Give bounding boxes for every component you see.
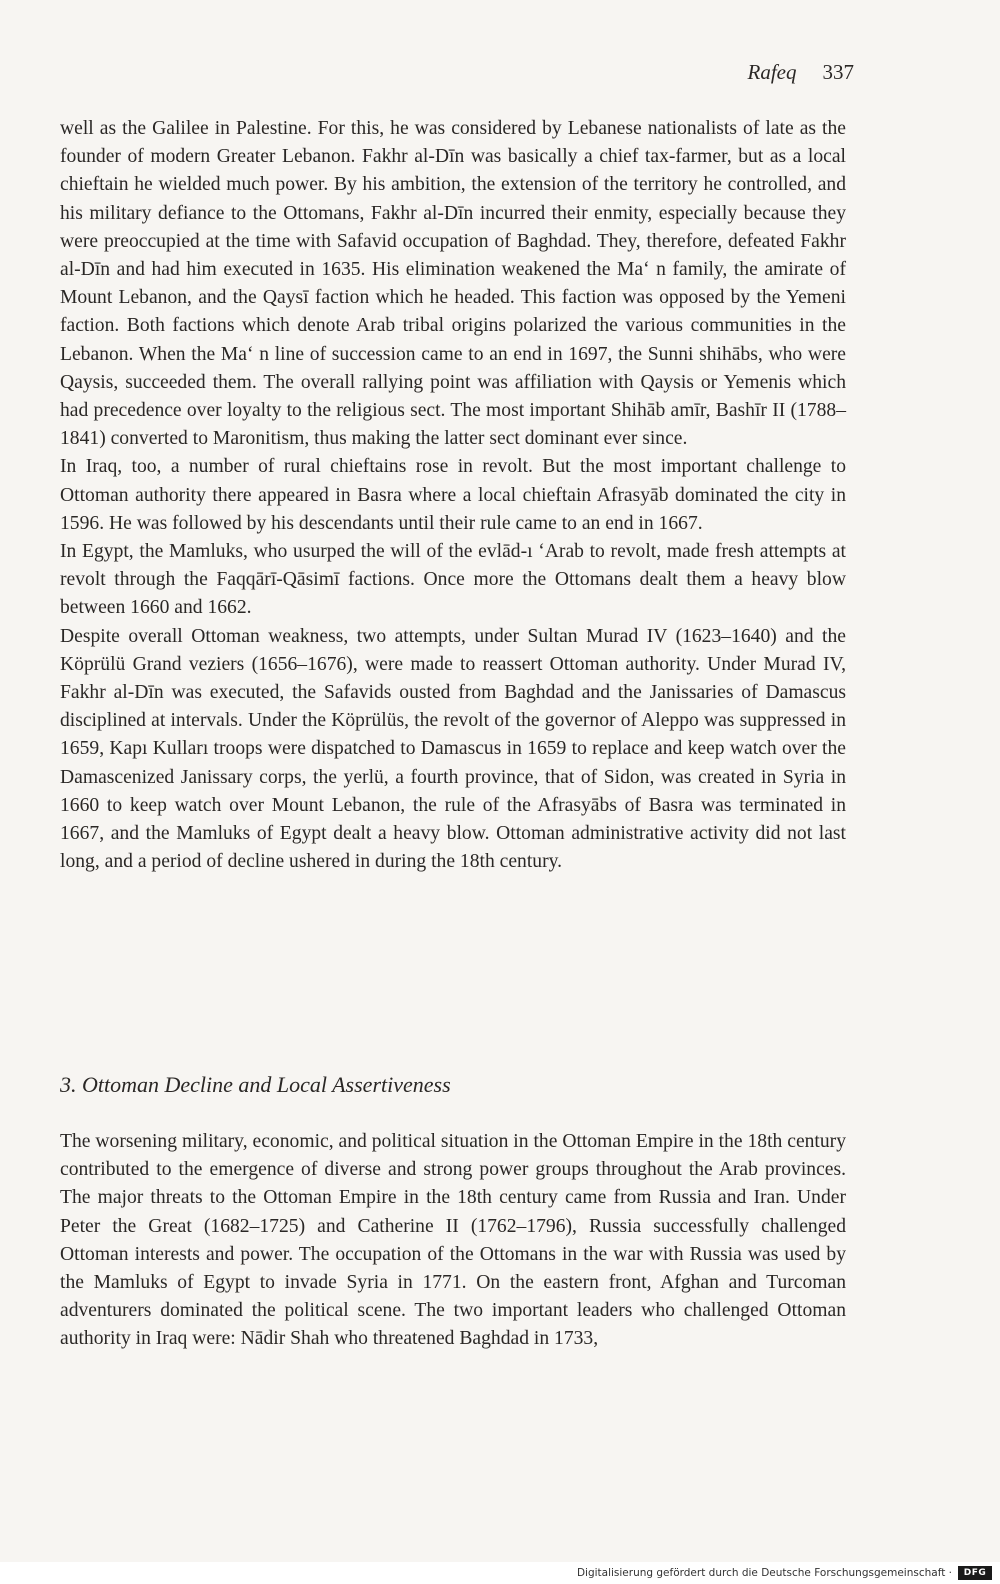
body-text-block-1 — [60, 115, 846, 876]
footer-bar — [0, 1562, 1000, 1584]
paragraph: In Iraq, too, a number of rural chieftains rose in revolt. But the most important challenge to Ottoman authority there appeared in Basra where a local chieftain Afrasyāb dominated the city in 1596. He was followed by his descendants until their rule came to an end in 1667. — [60, 456, 846, 534]
funding-note: Digitalisierung gefördert durch die Deutsche Forschungsgemeinschaft · — [576, 1567, 952, 1579]
running-head — [748, 60, 854, 85]
paragraph: The worsening military, economic, and political situation in the Ottoman Empire in the 18th century contributed to the emergence of diverse and strong power groups throughout the Arab provinces. The major threats to the Ottoman Empire in the 18th century came from Russia and Iran. Under Peter the Great (1682–1725) and Catherine II (1762–1796), Russia successfully challenged Ottoman interests and power. The occupation of the Ottomans in the war with Russia was used by the Mamluks of Egypt to invade Syria in 1771. On the eastern front, Afghan and Turcoman adventurers dominated the political scene. The two important leaders who challenged Ottoman authority in Iraq were: Nādir Shah who threatened Baghdad in 1733, — [60, 1131, 846, 1350]
dfg-logo: DFG — [958, 1566, 992, 1580]
paragraph: well as the Galilee in Palestine. For this, he was considered by Lebanese nationalists of late as the founder of modern Greater Lebanon. Fakhr al-Dīn was basically a chief tax-farmer, but as a local chieftain he wielded much power. By his ambition, the extension of the territory he controlled, and his military defiance to the Ottomans, Fakhr al-Dīn incurred their enmity, especially because they were preoccupied at the time with Safavid occupation of Baghdad. They, therefore, defeated Fakhr al-Dīn and had him executed in 1635. His elimination weakened the Ma‘ n family, the amirate of Mount Lebanon, and the Qaysī faction which he headed. This faction was opposed by the Yemeni faction. Both factions which denote Arab tribal origins polarized the various communities in the Lebanon. When the Ma‘ n line of succession came to an end in 1697, the Sunni shihābs, who were Qaysis, succeeded them. The overall rallying point was affiliation with Qaysis or Yemenis which had precedence over loyalty to the religious sect. The most important Shihāb amīr, Bashīr II (1788–1841) converted to Maronitism, thus making the latter sect dominant ever since. — [60, 118, 846, 450]
section-title: 3. Ottoman Decline and Local Assertiveness — [60, 1072, 451, 1097]
body-text-block-2 — [60, 1128, 846, 1354]
paragraph: Despite overall Ottoman weakness, two attempts, under Sultan Murad IV (1623–1640) and the Köprülü Grand veziers (1656–1676), were made to reassert Ottoman authority. Under Murad IV, Fakhr al-Dīn was executed, the Safavids ousted from Baghdad and the Janissaries of Damascus disciplined at intervals. Under the Köprülüs, the revolt of the governor of Aleppo was suppressed in 1659, Kapı Kulları troops were dispatched to Damascus in 1659 to replace and keep watch over the Damascenized Janissary corps, the yerlü, a fourth province, that of Sidon, was created in Syria in 1660 to keep watch over Mount Lebanon, the rule of the Afrasyābs of Basra was terminated in 1667, and the Mamluks of Egypt dealt a heavy blow. Ottoman administrative activity did not last long, and a period of decline ushered in during the 18th century. — [60, 625, 846, 873]
paragraph: In Egypt, the Mamluks, who usurped the will of the evlād-ı ‘Arab to revolt, made fresh attempts at revolt through the Faqqārī-Qāsimī factions. Once more the Ottomans dealt them a heavy blow between 1660 and 1662. — [60, 541, 846, 619]
page-number: 337 — [822, 60, 854, 84]
running-head-author: Rafeq — [747, 60, 797, 84]
